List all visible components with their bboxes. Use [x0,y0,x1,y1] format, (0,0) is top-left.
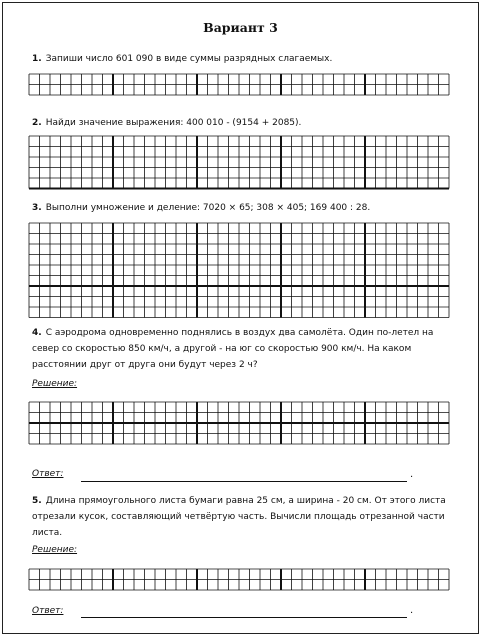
task-5-answer-period: . [410,605,414,616]
task-4-text: С аэродрома одновременно поднялись в воздух два самолёта. Один по-летел на север со скоростью 850 км/ч, а другой - на юг со скоростью 900 км/ч. На каком расстоянии друг от друга они будут через 2 ч? [32,328,434,370]
task-4-number: 4. [32,328,42,338]
task-2-text: Найди значение выражения: 400 010 - (9154 + 2085). [45,118,302,128]
task-5-solution-label: Решение: [32,545,78,555]
task-4-answer-label: Ответ: [32,469,64,479]
task-3-text: Выполни умножение и деление: 7020 × 65; 308 × 405; 169 400 : 28. [45,203,371,213]
task-5-answer-label: Ответ: [32,606,64,616]
task-4-solution-label: Решение: [32,379,78,389]
worksheet-page [2,2,479,634]
task-3-number: 3. [32,203,42,213]
grid-layer [3,3,480,635]
task-4-answer-period: . [410,469,414,480]
task-2-number: 2. [32,118,42,128]
task-5-number: 5. [32,496,42,506]
page-title: Вариант 3 [203,20,278,35]
task-5-text: Длина прямоугольного листа бумаги равна 25 см, а ширина - 20 см. От этого листа отрезали кусок, составляющий четвёртую часть. Вычисли площадь отрезанной части листа. [32,496,446,538]
task-1-text: Запиши число 601 090 в виде суммы разрядных слагаемых. [45,54,333,64]
task-1-number: 1. [32,54,42,64]
